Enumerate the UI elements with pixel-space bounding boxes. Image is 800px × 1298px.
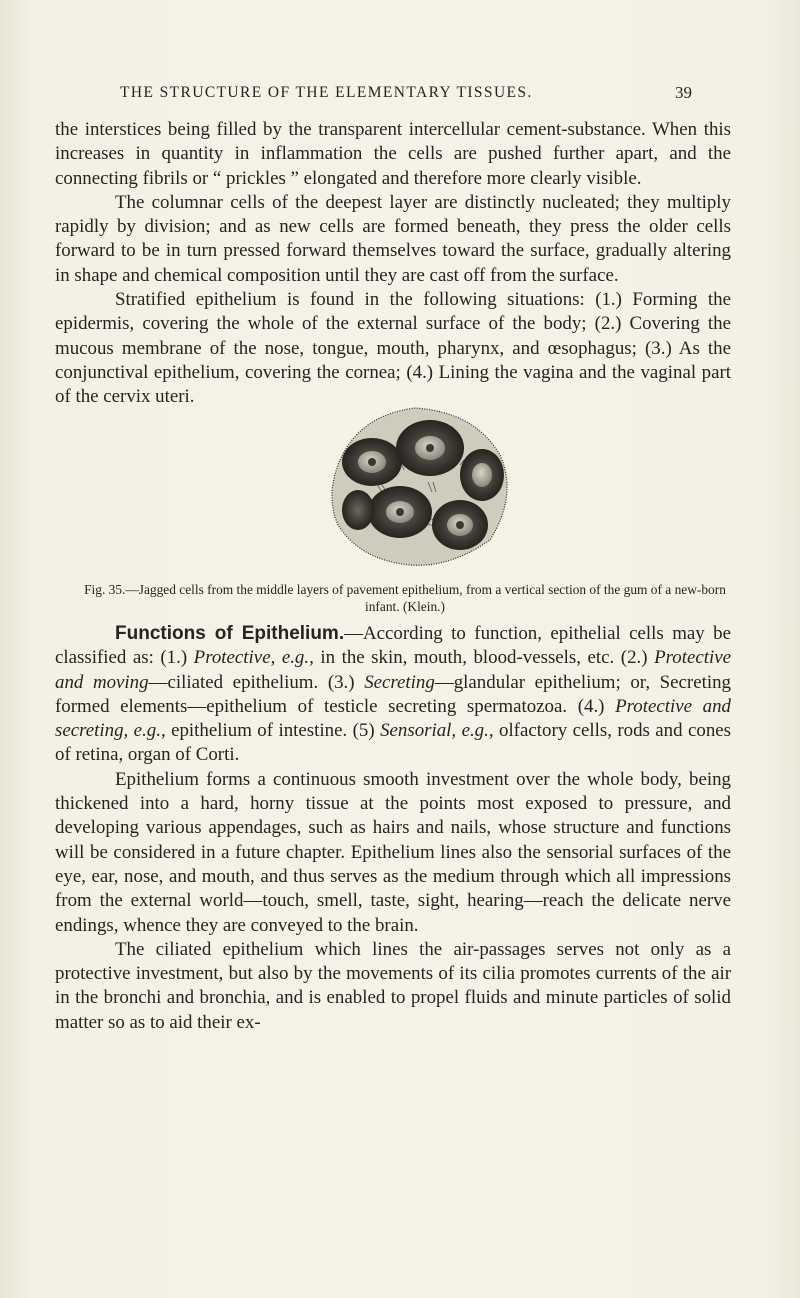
paragraph: The columnar cells of the deepest layer are distinctly nucleated; they multiply rapidly by division; and as new cells are formed beneath, they press the older cells forward to be in turn pressed forward themselves toward the surface, gradually altering in shape and chemical composition until they are cast off from the surface.: [55, 191, 731, 286]
epithelial-cell: [342, 438, 402, 486]
paragraph: Epithelium forms a continuous smooth investment over the whole body, being thickened into a hard, horny tissue at the points most exposed to pressure, and developing various appendages, such as hairs and nails, whose structure and functions will be considered in a future chapter. Epithelium lines also the sensorial surfaces of the eye, ear, nose, and mouth, and thus serves as the medium through which all impressions from the external world—touch, smell, taste, sight, hearing—reach the delicate nerve endings, whence they are conveyed to the brain.: [55, 768, 731, 936]
functions-paragraph: Functions of Epithelium.—According to function, epithelial cells may be classified as: (1.) Protective, e.g., in the skin, mouth, blood-vessels, etc. (2.) Protective and moving—ciliated epithelium. (3.) Secreting—glandular epithelium; or, Secreting formed elements—epithelium of testicle secreting spermatozoa. (4.) Protective and secreting, e.g., epithelium of intestine. (5) Sensorial, e.g., olfactory cells, rods and cones of retina, organ of Corti.: [55, 623, 731, 766]
epithelial-cell: [396, 420, 464, 476]
paragraph: Stratified epithelium is found in the following situations: (1.) Forming the epidermis, covering the whole of the external surface of the body; (2.) Covering the mucous membrane of the nose, tongue, mouth, pharynx, and œsophagus; (3.) As the conjunctival epithelium, covering the cornea; (4.) Lining the vagina and the vaginal part of the cervix uteri.: [55, 289, 731, 408]
epithelial-cell: [432, 500, 488, 550]
paragraph: the interstices being filled by the transparent intercellular cement-substance. When this increases in quantity in inflammation the cells are pushed further apart, and the connecting fibrils or “ prickles ” elongated and therefore more clearly visible.: [55, 119, 731, 189]
epithelial-cell: [368, 486, 432, 538]
epithelial-cell: [460, 449, 504, 501]
top-text-block: [55, 118, 731, 410]
running-header: THE STRUCTURE OF THE ELEMENTARY TISSUES.: [120, 84, 533, 101]
epithelium-cells-figure: [300, 400, 530, 570]
figure-caption: Fig. 35.—Jagged cells from the middle layers of pavement epithelium, from a vertical section of the gum of a new-born infant. (Klein.): [84, 582, 726, 614]
epithelial-cell: [342, 490, 374, 530]
page-number: 39: [675, 83, 692, 102]
section-heading: Functions of Epithelium.: [115, 623, 345, 644]
bottom-text-block: [55, 622, 731, 1035]
paragraph: The ciliated epithelium which lines the air-passages serves not only as a protective investment, but also by the movements of its cilia promotes currents of the air in the bronchi and bronchia, and is enabled to propel fluids and minute particles of solid matter so as to aid their ex-: [55, 938, 731, 1033]
